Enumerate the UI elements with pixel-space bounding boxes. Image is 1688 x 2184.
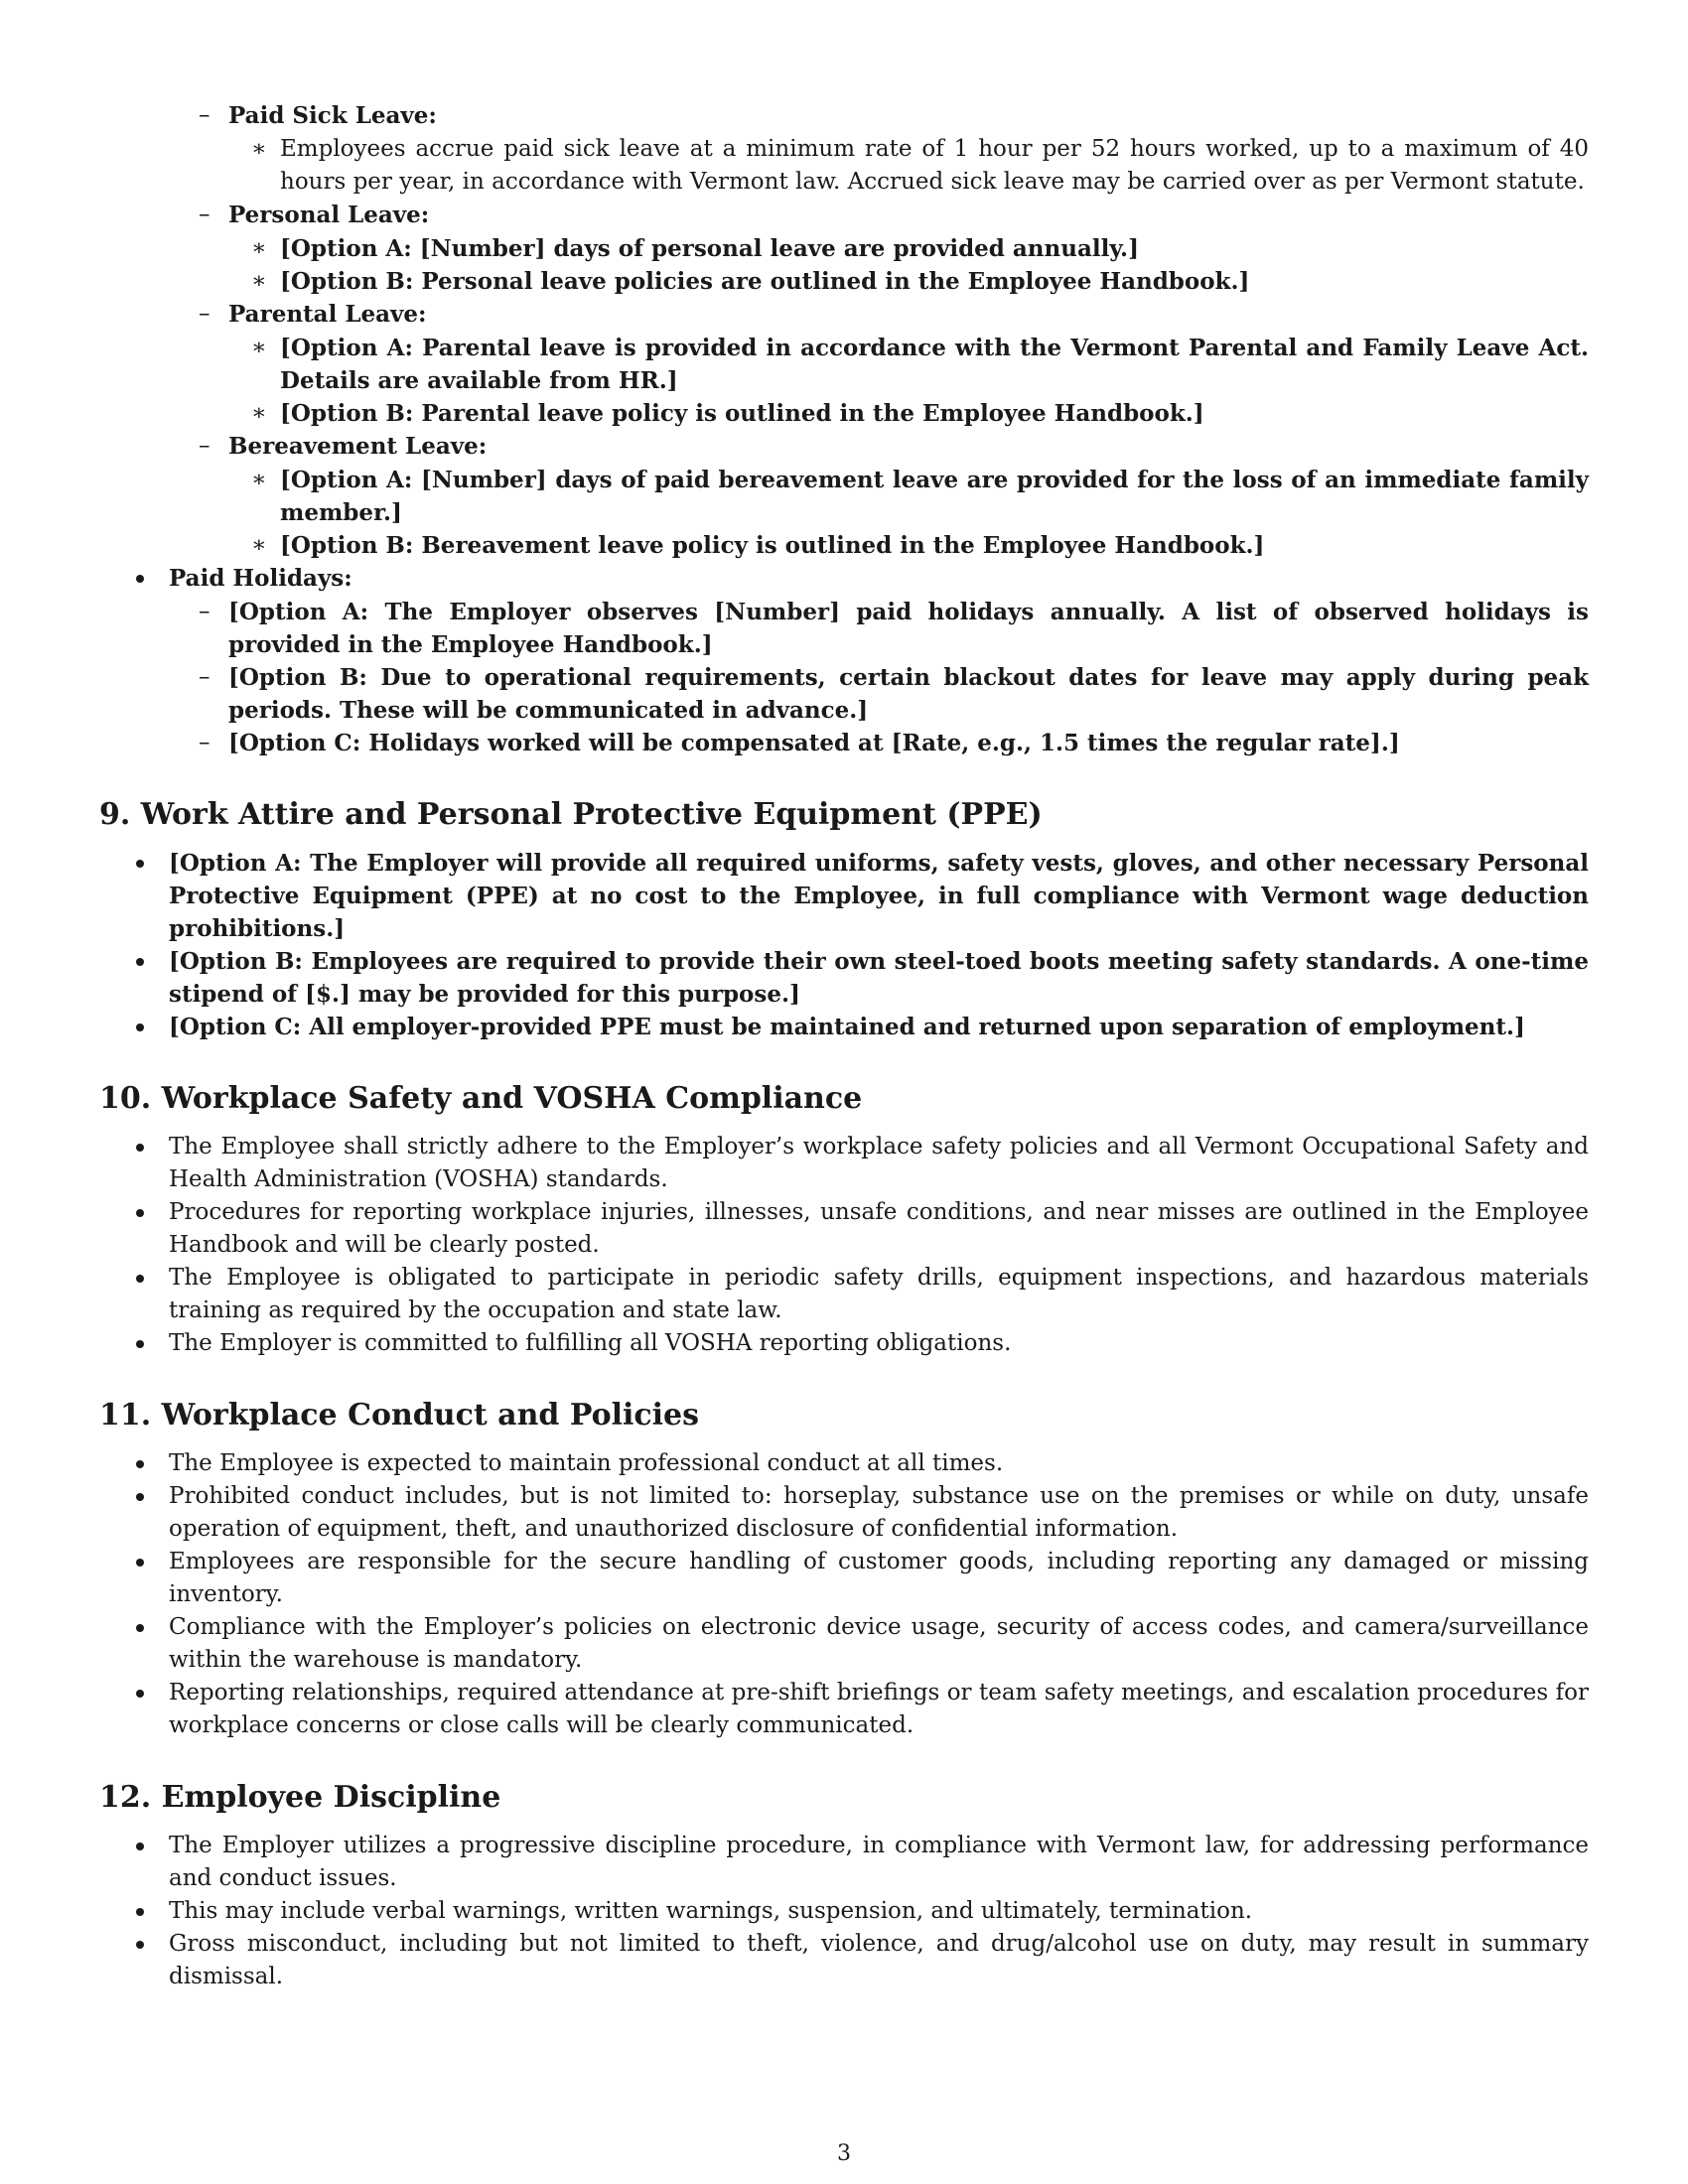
section-list [99,1830,1589,1993]
section-title: 12. Employee Discipline [99,1780,501,1815]
list-item: ∗ [Option A: [Number] days of personal leave are provided annually.] [251,235,1139,262]
holidays-sublist [99,596,1589,759]
page-number: 3 [837,2141,851,2166]
leave-list [99,99,1589,133]
list-item: Compliance with the Employer’s policies on electronic device usage, security of access codes, and camera/surveillance within the warehouse is mandatory. [99,1611,1589,1677]
list-item: [Option A: The Employer will provide all required uniforms, safety vests, gloves, and other necessary Personal Protective Equipment (PPE) at no cost to the Employee, in full compliance with Vermont wage deduction prohibitions.] [99,847,1589,945]
list-item: The Employer utilizes a progressive discipline procedure, in compliance with Vermont law, for addressing performance and conduct issues. [99,1830,1589,1895]
bullet-icon [136,958,144,966]
personal-leave-sublist [99,232,1589,298]
list-item: [Option B: Employees are required to provide their own steel-toed boots meeting safety standards. A one-time stipend of [$.] may be provided for this purpose.] [99,945,1589,1011]
list-item: Prohibited conduct includes, but is not limited to: horseplay, substance use on the premises or while on duty, unsafe operation of equipment, theft, and unauthorized disclosure of confidential information. [99,1480,1589,1546]
bereavement-leave-label: Bereavement Leave: [228,433,488,460]
list-item: ∗ [Option A: Parental leave is provided in accordance with the Vermont Parental and Family Leave Act. Details are available from HR.] [251,335,1589,394]
personal-leave-item: – Personal Leave: [199,202,430,228]
list-item: – [Option C: Holidays worked will be compensated at [Rate, e.g., 1.5 times the regular rate].] [199,730,1400,756]
section-title: 9. Work Attire and Personal Protective Equipment (PPE) [99,797,1043,832]
sick-leave-label: Paid Sick Leave: [228,102,437,129]
sick-leave-item: – Paid Sick Leave: [199,102,437,129]
section-10 [99,1079,1589,1360]
bullet-icon [136,1340,144,1348]
section-11 [99,1396,1589,1742]
section-9 [99,795,1589,1043]
list-item: – [Option B: Due to operational requirements, certain blackout dates for leave may apply during peak periods. These will be communicated in advance.] [199,664,1589,724]
bullet-icon [136,860,144,868]
bereavement-leave-item: – Bereavement Leave: [199,433,488,460]
list-item: ∗ [Option A: [Number] days of paid bereavement leave are provided for the loss of an immediate family member.] [251,467,1589,526]
bullet-icon [136,1690,144,1698]
paid-holidays-label: Paid Holidays: [169,565,352,592]
list-item: The Employee is expected to maintain professional conduct at all times. [99,1447,1589,1480]
section-title: 11. Workplace Conduct and Policies [99,1398,700,1433]
list-item: Employees are responsible for the secure handling of customer goods, including reporting any damaged or missing inventory. [99,1546,1589,1611]
parental-leave-sublist [99,332,1589,430]
list-item: ∗ Employees accrue paid sick leave at a minimum rate of 1 hour per 52 hours worked, up to a maximum of 40 hours per year, in accordance with Vermont law. Accrued sick leave may be carried over as per Vermont statute. [251,136,1589,195]
list-item: ∗ [Option B: Personal leave policies are outlined in the Employee Handbook.] [251,268,1250,295]
section-list [99,1447,1589,1742]
personal-leave-label: Personal Leave: [228,202,430,228]
list-item: Procedures for reporting workplace injuries, illnesses, unsafe conditions, and near misses are outlined in the Employee Handbook and will be clearly posted. [99,1196,1589,1262]
page-content [99,99,1589,1993]
list-item: The Employee shall strictly adhere to the Employer’s workplace safety policies and all Vermont Occupational Safety and Health Administration (VOSHA) standards. [99,1131,1589,1196]
bereavement-leave-sublist [99,464,1589,562]
bullet-icon [136,1493,144,1501]
parental-leave-label: Parental Leave: [228,301,427,328]
list-item: ∗ [Option B: Parental leave policy is outlined in the Employee Handbook.] [251,400,1204,427]
list-item: Gross misconduct, including but not limited to theft, violence, and drug/alcohol use on duty, may result in summary dismissal. [99,1928,1589,1993]
section-list [99,847,1589,1043]
list-item: The Employer is committed to fulfilling all VOSHA reporting obligations. [99,1327,1589,1360]
bullet-icon [136,1908,144,1916]
list-item: – [Option A: The Employer observes [Number] paid holidays annually. A list of observed holidays is provided in the Employee Handbook.] [199,599,1589,658]
section-12 [99,1778,1589,1993]
bullet-icon [136,1144,144,1152]
bullet-icon [136,1275,144,1283]
list-item: [Option C: All employer-provided PPE must be maintained and returned upon separation of employment.] [99,1011,1589,1043]
bullet-icon [136,1624,144,1632]
bullet-icon [136,1024,144,1031]
section-list [99,1131,1589,1360]
bullet-icon [136,1559,144,1567]
bullet-icon [136,1941,144,1949]
holidays-list [99,562,1589,596]
section-title: 10. Workplace Safety and VOSHA Compliance [99,1081,863,1116]
bullet-icon [136,575,144,583]
list-item: Reporting relationships, required attendance at pre-shift briefings or team safety meetings, and escalation procedures for workplace concerns or close calls will be clearly communicated. [99,1677,1589,1742]
list-item: The Employee is obligated to participate in periodic safety drills, equipment inspections, and hazardous materials training as required by the occupation and state law. [99,1262,1589,1327]
sick-leave-sublist [99,133,1589,199]
list-item: ∗ [Option B: Bereavement leave policy is outlined in the Employee Handbook.] [251,532,1265,559]
bullet-icon [136,1843,144,1850]
parental-leave-item: – Parental Leave: [199,301,427,328]
paid-holidays-item [99,562,1589,596]
bullet-icon [136,1460,144,1468]
bullet-icon [136,1209,144,1217]
list-item: This may include verbal warnings, written warnings, suspension, and ultimately, termination. [99,1895,1589,1928]
